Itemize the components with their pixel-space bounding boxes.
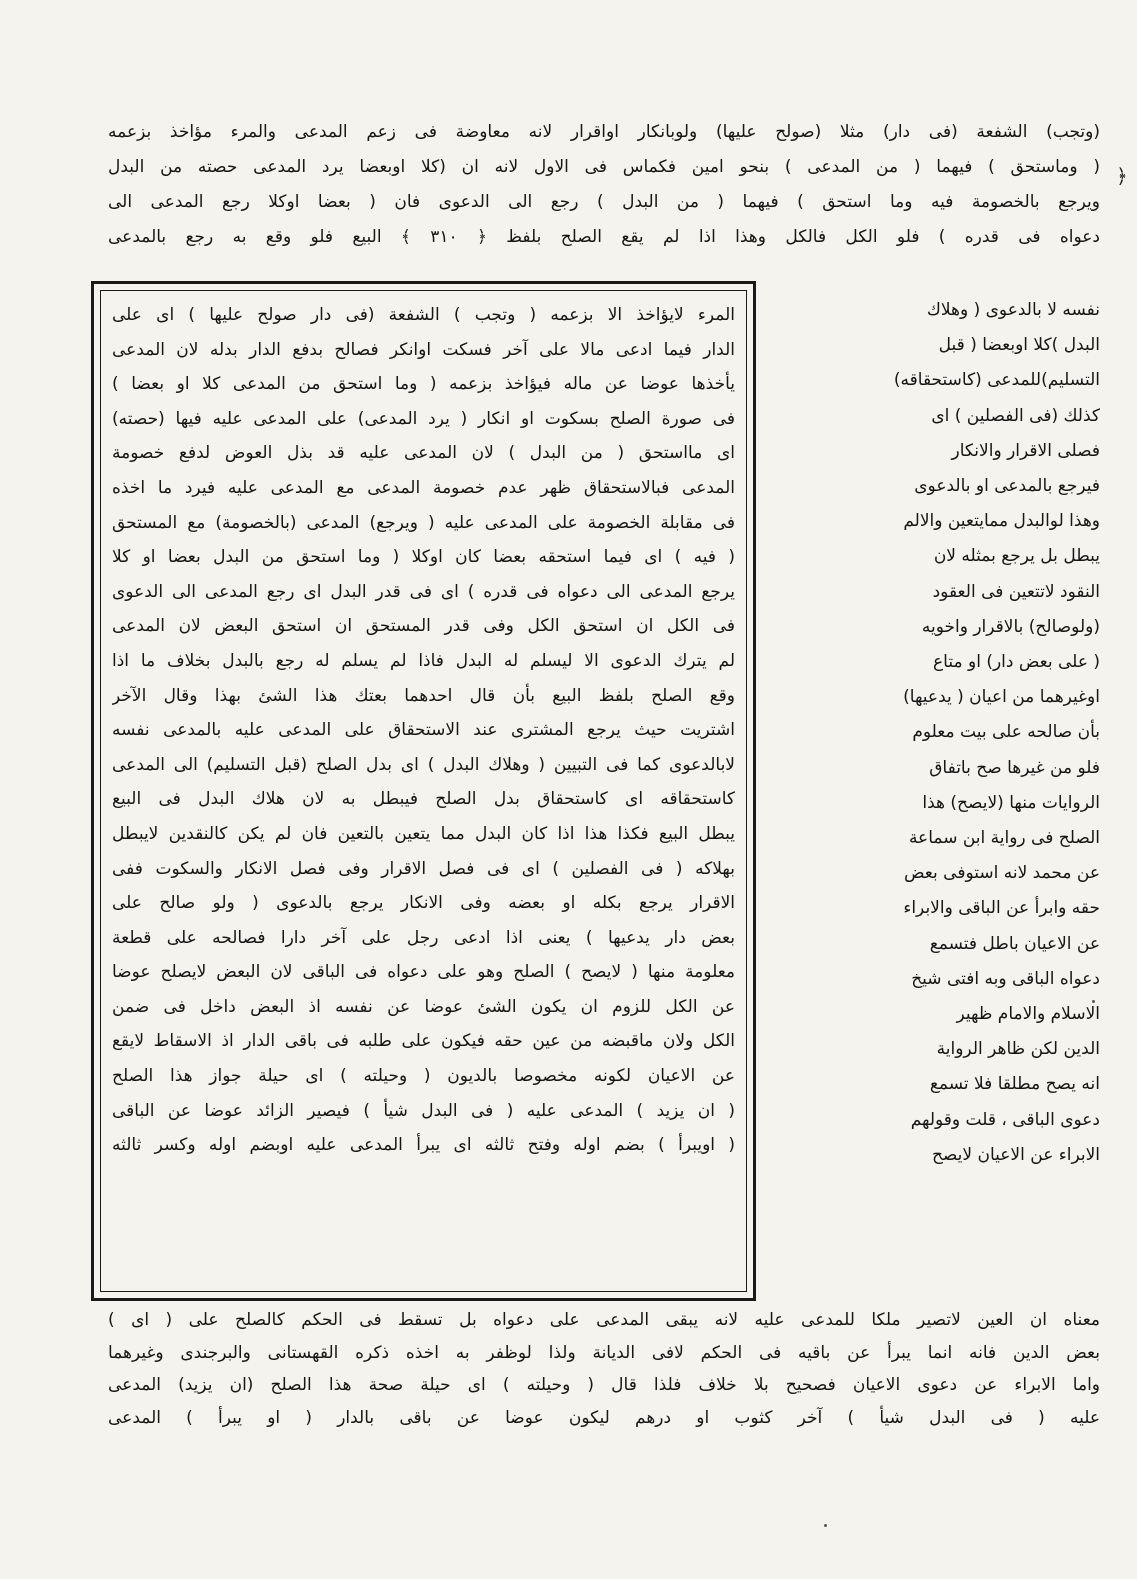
boxed-line: فى الكل ان استحق الكل وفى قدر المستحق ان استحق البعض لان المدعى (112, 616, 735, 637)
margin-line: النقود لاتتعين فى العقود (932, 581, 1100, 602)
margin-line: حقه وابرأ عن الباقى والابراء (903, 898, 1100, 919)
margin-line: وهذا لوالبدل ممايتعين والالم (903, 511, 1100, 532)
margin-line: فيرجع بالمدعى او بالدعوى (914, 476, 1100, 497)
boxed-commentary-frame (91, 281, 756, 1301)
margin-line: نفسه لا بالدعوى ( وهلاك (926, 300, 1100, 320)
boxed-commentary (112, 298, 735, 1163)
boxed-line: معلومة منها ( لايصح ) الصلح وهو على دعواه فى الباقى لان البعض لايصلح عوضا (112, 962, 735, 983)
scan-speck (1092, 1000, 1095, 1003)
top-line: (وتجب) الشفعة (فى دار) مثلا (صولح عليها) ولوبانكار اواقرار لانه معاوضة فى زعم المدعى والمرء مؤاخذ بزعمه (108, 122, 1100, 142)
margin-line: البدل )كلا اوبعضا ( قبل (938, 335, 1100, 356)
boxed-line: عن الاعيان لكونه مخصوصا بالديون ( وحيلته ) اى حيلة جواز هذا الصلح (112, 1066, 735, 1087)
bottom-line: بعض الدين فانه انما يبرأ عن باقيه فى الحكم لافى الديانة ولذا لوظفر به اخذه ذكره القهستانى والبرجندى وغيرهما (108, 1342, 1100, 1363)
margin-line: انه يصح مطلقا فلا تسمع (929, 1074, 1100, 1095)
boxed-line: اشتريت حيث يرجع المشترى عند الاستحقاق على المدعى عليه بالمدعى نفسه (112, 720, 735, 741)
boxed-line: ( فيه ) اى فيما استحقه بعضا كان اوكلا ( وما استحق من البدل بعضا او كلا (112, 547, 735, 568)
margin-line: التسليم)للمدعى (كاستحقاقه) (893, 370, 1100, 391)
boxed-line: وقع الصلح بلفظ البيع بأن قال احدهما بعتك هذا الشئ بهذا وقال الآخر (112, 685, 735, 706)
boxed-line: اى مااستحق ( من البدل ) لان المدعى عليه قد بذل العوض لدفع خصومة (112, 443, 735, 464)
boxed-line: الكل ولان ماقبضه من عين حقه فيكون على طلبه فى باقى الدار اذ الاسقاط لايقع (112, 1031, 735, 1052)
margin-line: يبطل بل يرجع بمثله لان (933, 546, 1100, 567)
top-line: ويرجع بالخصومة فيه وما استحق ) فيهما ( من البدل ) رجع الى الدعوى فان ( بعضا اوكلا رجع المدعى الى (108, 192, 1100, 212)
margin-line: الروايات منها (لايصح) هذا (922, 792, 1100, 813)
margin-line: الدين لكن ظاهر الرواية (936, 1039, 1100, 1060)
bottom-line: عليه ( فى البدل شيأ ) آخر كثوب او درهم ليكون عوضا عن باقى بالدار ( او يبرأ ) المدعى (108, 1407, 1100, 1428)
margin-line: فصلى الاقرار والانكار (951, 440, 1100, 461)
boxed-line: كاستحقاقه اى كاستحقاق بدل الصلح فيبطل به لان هلاك البدل فى البيع (112, 789, 735, 810)
margin-line: عن محمد لانه استوفى بعض (903, 863, 1100, 884)
boxed-line: ( ان يزيد ) المدعى عليه ( فى البدل شيأ ) فيصير الزائد عوضا عن الباقى (112, 1100, 735, 1121)
boxed-line: لابالدعوى كما فى التبيين ( وهلاك البدل ) اى بدل الصلح (قبل التسليم) الى المدعى (112, 754, 735, 775)
bottom-text-block (108, 1304, 1100, 1434)
boxed-line: بعض دار يدعيها ) يعنى اذا ادعى رجل على آخر دارا فصالحه على قطعة (112, 927, 735, 948)
boxed-line: الدار فيما ادعى مالا على آخر فسكت اوانكر فصالح بدفع الدار بدله لان المدعى (112, 339, 735, 360)
margin-line: (ولوصالح) بالاقرار واخويه (921, 616, 1100, 637)
boxed-line: الاقرار يرجع بكله او بعضه وفى الانكار يرجع بالدعوى ( ولو صالح على (112, 893, 735, 914)
margin-line: الصلح فى رواية ابن سماعة (908, 828, 1100, 849)
margin-line: دعوى الباقى ، قلت وقولهم (910, 1109, 1100, 1130)
margin-line: الاسلام والامام ظهير (956, 1004, 1100, 1025)
margin-line: اوغيرهما من اعيان ( يدعيها) (903, 687, 1100, 708)
bottom-line: معناه ان العين لاتصير ملكا للمدعى عليه لانه يبقى المدعى على دعواه بل تسقط فى الحكم كالصلح على ( اى ) (108, 1310, 1100, 1330)
margin-line: فلو من غيرها صح باتفاق (929, 757, 1100, 778)
boxed-line: بهلاكه ( فى الفصلين ) اى فى فصل الاقرار وفى فصل الانكار والسكوت ففى (112, 858, 735, 879)
top-text-block (108, 115, 1100, 255)
margin-line: عن الاعيان باطل فتسمع (929, 933, 1100, 954)
top-line: ( وماستحق ) فيهما ( من المدعى ) بنحو امين فكماس فى الاول لانه ان (كلا اوبعضا يرد المدعى حصته من البدل (108, 157, 1100, 177)
boxed-line: عن الكل للزوم ان يكون الشئ عوضا عن نفسه اذ البعض داخل فى ضمن (112, 996, 735, 1017)
boxed-line: المدعى فبالاستحقاق ظهر عدم خصومة المدعى مع المدعى عليه فيرد ما اخذه (112, 477, 735, 498)
margin-bracket-mark: ﴿ (1116, 164, 1128, 188)
margin-commentary (768, 293, 1100, 1173)
bottom-line: واما الابراء عن دعوى الاعيان فصحيح بلا خلاف فلذا قال ( وحيلته ) اى حيلة صحة هذا الصلح (ان يزيد) المدعى (108, 1375, 1100, 1395)
boxed-line: يأخذها عوضا عن ماله فيؤاخذ بزعمه ( وما استحق من المدعى كلا او بعضا ) (112, 374, 735, 395)
margin-line: دعواه الباقى وبه افتى شيخ (911, 968, 1100, 989)
margin-line: الابراء عن الاعيان لايصح (931, 1144, 1100, 1165)
boxed-line: المرء لايؤاخذ الا بزعمه ( وتجب ) الشفعة (فى دار صولح عليها ) اى على (112, 305, 735, 325)
boxed-line: فى صورة الصلح بسكوت او انكار ( يرد المدعى) على المدعى عليه فيها (حصته) (112, 408, 735, 429)
boxed-line: يرجع المدعى الى دعواه فى قدره ) اى فى قدر البدل اى رجع المدعى الى الدعوى (112, 581, 735, 602)
boxed-line: فى مقابلة الخصومة على المدعى عليه ( ويرجع) المدعى (بالخصومة) مع المستحق (112, 512, 735, 533)
boxed-line: يبطل البيع فكذا هذا اذا كان البدل مما يتعين بالتعين فان لم يكن كالنقدين لايبطل (112, 823, 735, 844)
boxed-line: لم يترك الدعوى الا ليسلم له البدل فاذا لم يسلم له رجع بالبدل بخلاف ما اذا (112, 650, 735, 671)
scan-speck (824, 1524, 827, 1527)
margin-line: بأن صالحه على بيت معلوم (912, 722, 1100, 743)
margin-line: ( على بعض دار) او متاع (933, 652, 1100, 673)
boxed-line: ( اويبرأ ) بضم اوله وفتح ثالثه اى يبرأ المدعى عليه اوبضم اوله وكسر ثالثه (112, 1135, 735, 1156)
top-line: دعواه فى قدره ) فلو الكل فالكل وهذا اذا لم يقع الصلح بلفظ ﴿ ٣١٠ ﴾ البيع فلو وقع به رجع بالمدعى (108, 227, 1100, 247)
margin-line: كذلك (فى الفصلين ) اى (931, 405, 1100, 426)
